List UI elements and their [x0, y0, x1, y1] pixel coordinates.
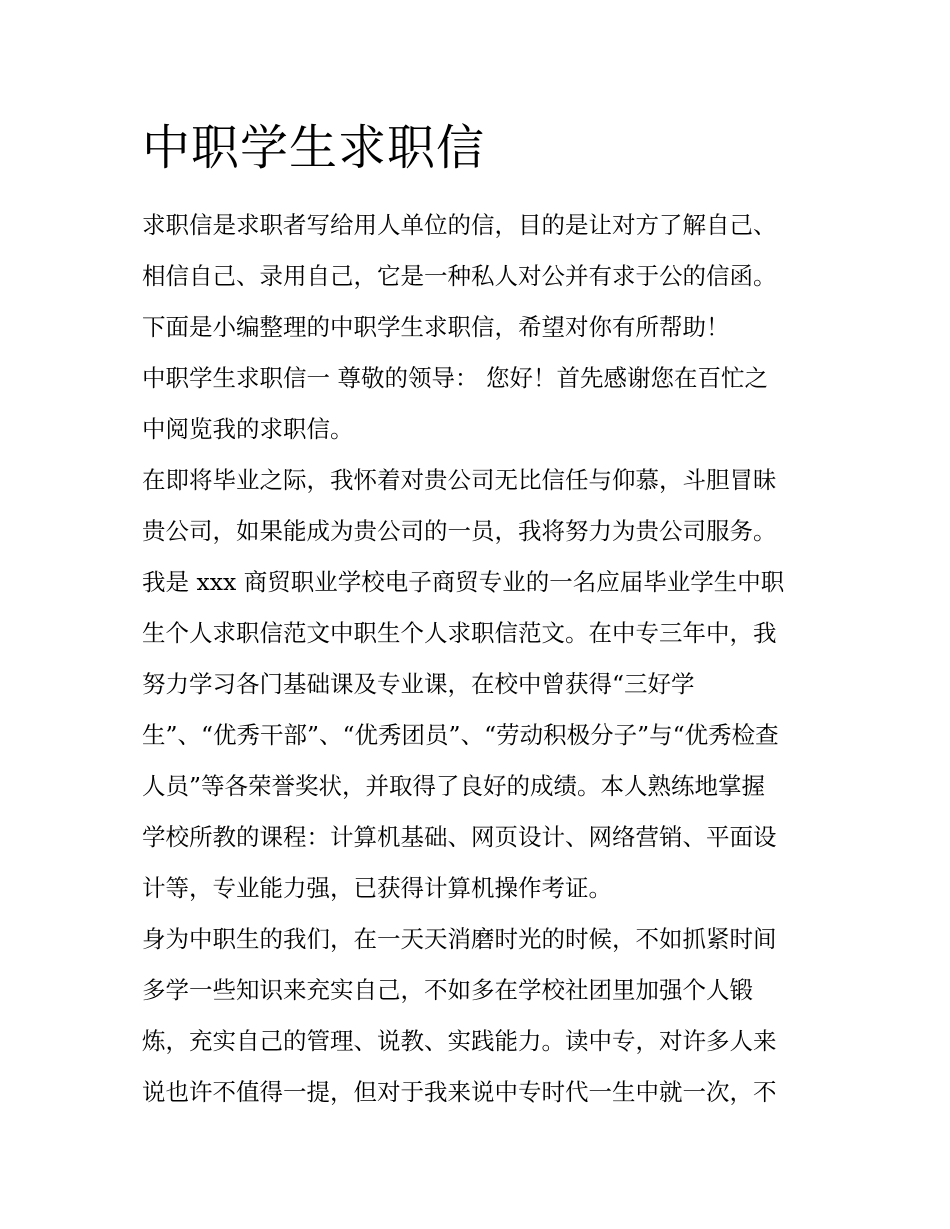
body-line: 中职学生求职信一 尊敬的领导： 您好！首先感谢您在百忙之 [142, 364, 768, 392]
document-body [142, 200, 822, 1118]
body-line: 生”、“优秀干部”、“优秀团员”、“劳动积极分子”与“优秀检查 [142, 721, 779, 749]
body-line: 在即将毕业之际，我怀着对贵公司无比信任与仰慕，斗胆冒昧 [142, 466, 777, 494]
body-line: 生个人求职信范文中职生个人求职信范文。在中专三年中，我 [142, 619, 777, 647]
body-line: 计等，专业能力强，已获得计算机操作考证。 [142, 874, 612, 902]
body-line: 炼，充实自己的管理、说教、实践能力。读中专，对许多人来 [142, 1027, 777, 1055]
body-line: 说也许不值得一提，但对于我来说中专时代一生中就一次，不 [142, 1078, 777, 1106]
body-line: 相信自己、录用自己，它是一种私人对公并有求于公的信函。 [142, 262, 777, 290]
body-line: 努力学习各门基础课及专业课，在校中曾获得“三好学 [142, 670, 695, 698]
body-line: 人员”等各荣誉奖状，并取得了良好的成绩。本人熟练地掌握 [142, 772, 766, 800]
body-line: 求职信是求职者写给用人单位的信，目的是让对方了解自己、 [142, 211, 777, 239]
body-line: 学校所教的课程：计算机基础、网页设计、网络营销、平面设 [142, 823, 777, 851]
body-line: 多学一些知识来充实自己，不如多在学校社团里加强个人锻 [142, 976, 753, 1004]
body-line: 下面是小编整理的中职学生求职信，希望对你有所帮助！ [142, 313, 730, 341]
body-line: 身为中职生的我们，在一天天消磨时光的时候，不如抓紧时间 [142, 925, 777, 953]
body-line: 我是 xxx 商贸职业学校电子商贸专业的一名应届毕业学生中职 [142, 568, 785, 596]
body-line: 贵公司，如果能成为贵公司的一员，我将努力为贵公司服务。 [142, 517, 777, 545]
document-title: 中职学生求职信 [142, 120, 486, 176]
body-line: 中阅览我的求职信。 [142, 415, 354, 443]
